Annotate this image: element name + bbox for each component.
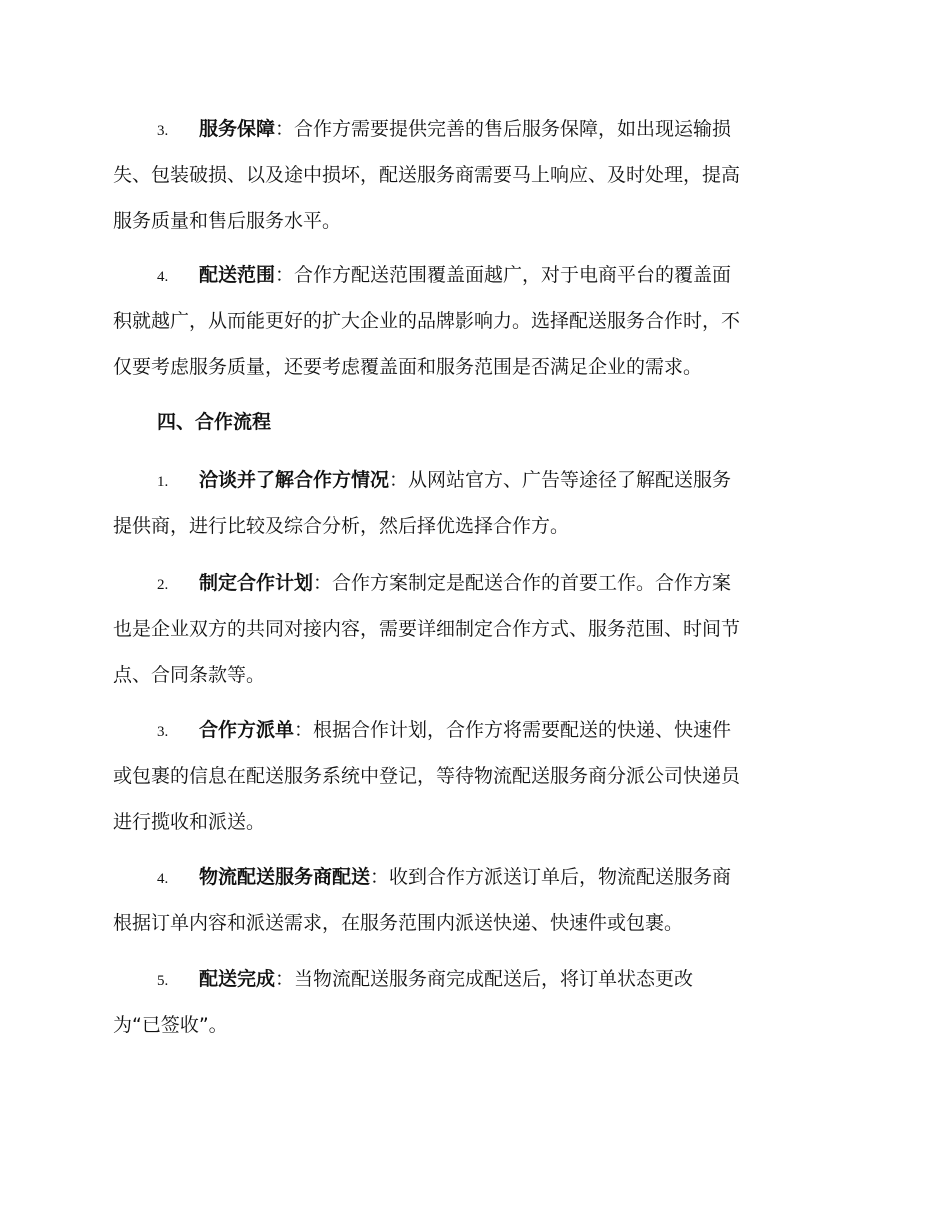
item-number: 3. <box>157 724 169 740</box>
list-item-dispatch <box>113 717 833 855</box>
list-item-delivery-scope <box>113 262 833 400</box>
item-text: ：合作方需要提供完善的售后服务保障，如出现运输损 <box>275 118 732 140</box>
item-number: 4. <box>157 871 169 887</box>
paragraph-line: 也是企业双方的共同对接内容，需要详细制定合作方式、服务范围、时间节 <box>113 618 741 640</box>
item-text: ：合作方配送范围覆盖面越广，对于电商平台的覆盖面 <box>275 264 732 286</box>
paragraph-line <box>113 467 833 513</box>
paragraph-line: 积就越广，从而能更好的扩大企业的品牌影响力。选择配送服务合作时，不 <box>113 310 741 332</box>
item-title: 配送范围 <box>199 264 276 286</box>
item-title: 物流配送服务商配送 <box>199 866 371 888</box>
paragraph-line: 为“已签收”。 <box>113 1014 228 1036</box>
item-text: ：根据合作计划，合作方将需要配送的快递、快速件 <box>294 719 732 741</box>
item-number: 2. <box>157 577 169 593</box>
item-text: ：收到合作方派送订单后，物流配送服务商 <box>370 866 732 888</box>
item-number: 3. <box>157 123 169 139</box>
paragraph-line <box>113 262 833 308</box>
item-number: 1. <box>157 474 169 490</box>
paragraph-line: 进行揽收和派送。 <box>113 811 266 833</box>
section-heading: 四、合作流程 <box>157 411 272 433</box>
item-number: 4. <box>157 269 169 285</box>
list-item-negotiate <box>113 467 833 559</box>
paragraph-line <box>113 966 833 1012</box>
paragraph-line: 提供商，进行比较及综合分析，然后择优选择合作方。 <box>113 515 570 537</box>
paragraph-line <box>113 116 833 162</box>
paragraph-line: 服务质量和售后服务水平。 <box>113 210 342 232</box>
item-title: 配送完成 <box>199 968 276 990</box>
item-title: 制定合作计划 <box>199 572 314 594</box>
item-title: 服务保障 <box>199 118 276 140</box>
list-item-logistics-delivery <box>113 864 833 956</box>
paragraph-line <box>113 570 833 616</box>
paragraph-line <box>113 717 833 763</box>
paragraph-line: 失、包装破损、以及途中损坏，配送服务商需要马上响应、及时处理，提高 <box>113 164 741 186</box>
item-title: 洽谈并了解合作方情况 <box>199 469 390 491</box>
paragraph-line: 或包裹的信息在配送服务系统中登记，等待物流配送服务商分派公司快递员 <box>113 765 741 787</box>
item-number: 5. <box>157 973 169 989</box>
item-text: ：从网站官方、广告等途径了解配送服务 <box>389 469 732 491</box>
paragraph-line: 仅要考虑服务质量，还要考虑覆盖面和服务范围是否满足企业的需求。 <box>113 356 703 378</box>
list-item-completion <box>113 966 833 1058</box>
item-text: ：合作方案制定是配送合作的首要工作。合作方案 <box>313 572 732 594</box>
list-item-plan <box>113 570 833 708</box>
item-title: 合作方派单 <box>199 719 295 741</box>
paragraph-line <box>113 864 833 910</box>
paragraph-line: 点、合同条款等。 <box>113 664 266 686</box>
list-item-service-guarantee <box>113 116 833 254</box>
item-text: ：当物流配送服务商完成配送后，将订单状态更改 <box>275 968 694 990</box>
paragraph-line: 根据订单内容和派送需求，在服务范围内派送快递、快速件或包裹。 <box>113 912 684 934</box>
